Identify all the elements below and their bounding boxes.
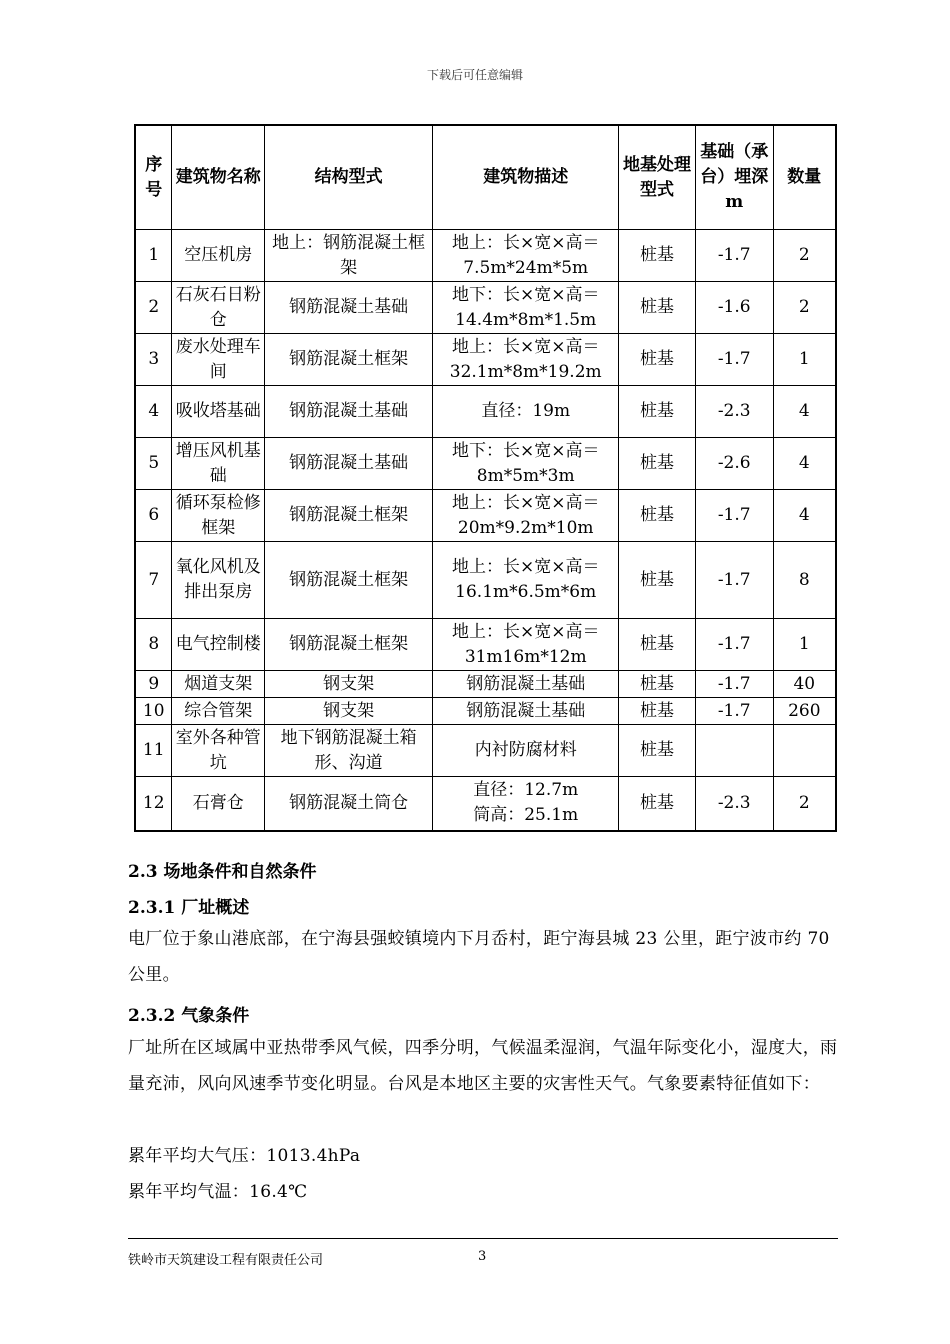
table-cell: 电气控制楼	[172, 619, 265, 671]
table-row	[135, 334, 836, 386]
table-cell	[695, 725, 773, 777]
table-cell: 钢筋混凝土框架	[265, 334, 433, 386]
paragraph-site-overview: 电厂位于象山港底部，在宁海县强蛟镇境内下月岙村，距宁海县城 23 公里，距宁波市约 70 公里。	[128, 929, 830, 985]
table-row	[135, 777, 836, 831]
header-cell: 序号	[135, 125, 172, 230]
table-row	[135, 490, 836, 542]
footer-company: 铁岭市天筑建设工程有限责任公司	[128, 1253, 324, 1268]
table-cell: 6	[135, 490, 172, 542]
table-cell: 吸收塔基础	[172, 386, 265, 438]
table-cell: 2	[773, 230, 836, 282]
table-cell: 4	[773, 386, 836, 438]
table-cell: 钢支架	[265, 698, 433, 725]
table-cell: 桩基	[619, 725, 696, 777]
line-temperature: 累年平均气温：16.4℃	[128, 1182, 308, 1202]
table-cell: 9	[135, 671, 172, 698]
table-cell: 钢支架	[265, 671, 433, 698]
table-cell: 8	[135, 619, 172, 671]
table-cell: 地上：长×宽×高＝16.1m*6.5m*6m	[433, 542, 619, 619]
table-cell: 氧化风机及排出泵房	[172, 542, 265, 619]
table-cell: 8	[773, 542, 836, 619]
table-cell: 桩基	[619, 698, 696, 725]
header-note: 下载后可任意编辑	[426, 68, 523, 82]
table-cell: 钢筋混凝土框架	[265, 490, 433, 542]
table-cell: 地上：钢筋混凝土框架	[265, 230, 433, 282]
table-cell: 增压风机基础	[172, 438, 265, 490]
table-cell: 桩基	[619, 671, 696, 698]
table-cell: 桩基	[619, 334, 696, 386]
table-cell: 直径：12.7m 筒高：25.1m	[433, 777, 619, 831]
table-cell: 钢筋混凝土基础	[433, 698, 619, 725]
table-cell: 桩基	[619, 386, 696, 438]
header-cell: 地基处理型式	[619, 125, 696, 230]
table-cell: 石灰石日粉仓	[172, 282, 265, 334]
table-cell: 1	[773, 619, 836, 671]
table-cell: 钢筋混凝土基础	[433, 671, 619, 698]
table-cell: -1.7	[695, 230, 773, 282]
header-cell: 建筑物描述	[433, 125, 619, 230]
table-cell: 桩基	[619, 438, 696, 490]
table-cell: 3	[135, 334, 172, 386]
table-cell: 空压机房	[172, 230, 265, 282]
table-row	[135, 282, 836, 334]
table-cell: 桩基	[619, 490, 696, 542]
header-cell: 基础（承台）埋深 m	[695, 125, 773, 230]
table-cell: 内衬防腐材料	[433, 725, 619, 777]
table-row	[135, 230, 836, 282]
table-cell: 地下钢筋混凝土箱形、沟道	[265, 725, 433, 777]
table-cell: 桩基	[619, 230, 696, 282]
table-cell: 地下：长×宽×高＝14.4m*8m*1.5m	[433, 282, 619, 334]
table-row	[135, 698, 836, 725]
table-cell: 4	[135, 386, 172, 438]
section-heading-2-3: 2.3 场地条件和自然条件	[128, 862, 317, 882]
table-cell: 烟道支架	[172, 671, 265, 698]
section-heading-2-3-1: 2.3.1 厂址概述	[128, 898, 250, 918]
table-cell: 地上：长×宽×高＝7.5m*24m*5m	[433, 230, 619, 282]
table-cell: 综合管架	[172, 698, 265, 725]
table-header-row	[135, 125, 836, 230]
table-cell: -2.6	[695, 438, 773, 490]
table-cell: 钢筋混凝土基础	[265, 438, 433, 490]
page-number: 3	[478, 1249, 487, 1264]
table-cell: 1	[773, 334, 836, 386]
table-cell: 4	[773, 490, 836, 542]
table-cell: 钢筋混凝土基础	[265, 282, 433, 334]
table-cell: -1.7	[695, 698, 773, 725]
table-cell: 桩基	[619, 282, 696, 334]
table-cell: 钢筋混凝土框架	[265, 542, 433, 619]
table-cell: -1.7	[695, 542, 773, 619]
table-cell: 1	[135, 230, 172, 282]
table-cell: 11	[135, 725, 172, 777]
table-cell: -1.6	[695, 282, 773, 334]
table-cell: -1.7	[695, 619, 773, 671]
table-cell: 桩基	[619, 619, 696, 671]
table-cell: 桩基	[619, 777, 696, 831]
table-cell: -2.3	[695, 386, 773, 438]
header-cell: 结构型式	[265, 125, 433, 230]
footer-divider	[128, 1238, 838, 1239]
table-cell: 石膏仓	[172, 777, 265, 831]
table-cell: 7	[135, 542, 172, 619]
table-cell: 地上：长×宽×高＝20m*9.2m*10m	[433, 490, 619, 542]
section-heading-2-3-2: 2.3.2 气象条件	[128, 1006, 250, 1026]
table-cell: 直径：19m	[433, 386, 619, 438]
line-pressure: 累年平均大气压：1013.4hPa	[128, 1146, 361, 1166]
table-cell: 2	[773, 282, 836, 334]
table-cell: 10	[135, 698, 172, 725]
table-cell: 2	[135, 282, 172, 334]
table-cell: -1.7	[695, 671, 773, 698]
table-row	[135, 671, 836, 698]
table-cell: 5	[135, 438, 172, 490]
table-cell: 钢筋混凝土筒仓	[265, 777, 433, 831]
table-cell: 2	[773, 777, 836, 831]
table-cell: 260	[773, 698, 836, 725]
table-cell: 循环泵检修框架	[172, 490, 265, 542]
table-cell: -1.7	[695, 334, 773, 386]
table-cell: 地上：长×宽×高＝32.1m*8m*19.2m	[433, 334, 619, 386]
table-cell: -2.3	[695, 777, 773, 831]
table-cell: 钢筋混凝土基础	[265, 386, 433, 438]
table-cell: 40	[773, 671, 836, 698]
table-cell: 桩基	[619, 542, 696, 619]
building-table	[134, 124, 837, 832]
header-cell: 建筑物名称	[172, 125, 265, 230]
table-cell: 12	[135, 777, 172, 831]
table-cell: 室外各种管坑	[172, 725, 265, 777]
table-row	[135, 438, 836, 490]
table-row	[135, 725, 836, 777]
header-cell: 数量	[773, 125, 836, 230]
table-cell: 钢筋混凝土框架	[265, 619, 433, 671]
paragraph-climate: 厂址所在区域属中亚热带季风气候，四季分明，气候温柔湿润，气温年际变化小，湿度大，雨量充沛，风向风速季节变化明显。台风是本地区主要的灾害性天气。气象要素特征值如下：	[128, 1038, 838, 1094]
table-row	[135, 386, 836, 438]
table-cell: 废水处理车间	[172, 334, 265, 386]
table-row	[135, 542, 836, 619]
table-cell: -1.7	[695, 490, 773, 542]
table-cell	[773, 725, 836, 777]
table-cell: 地下：长×宽×高＝8m*5m*3m	[433, 438, 619, 490]
table-cell: 4	[773, 438, 836, 490]
table-cell: 地上：长×宽×高＝31m16m*12m	[433, 619, 619, 671]
table-row	[135, 619, 836, 671]
